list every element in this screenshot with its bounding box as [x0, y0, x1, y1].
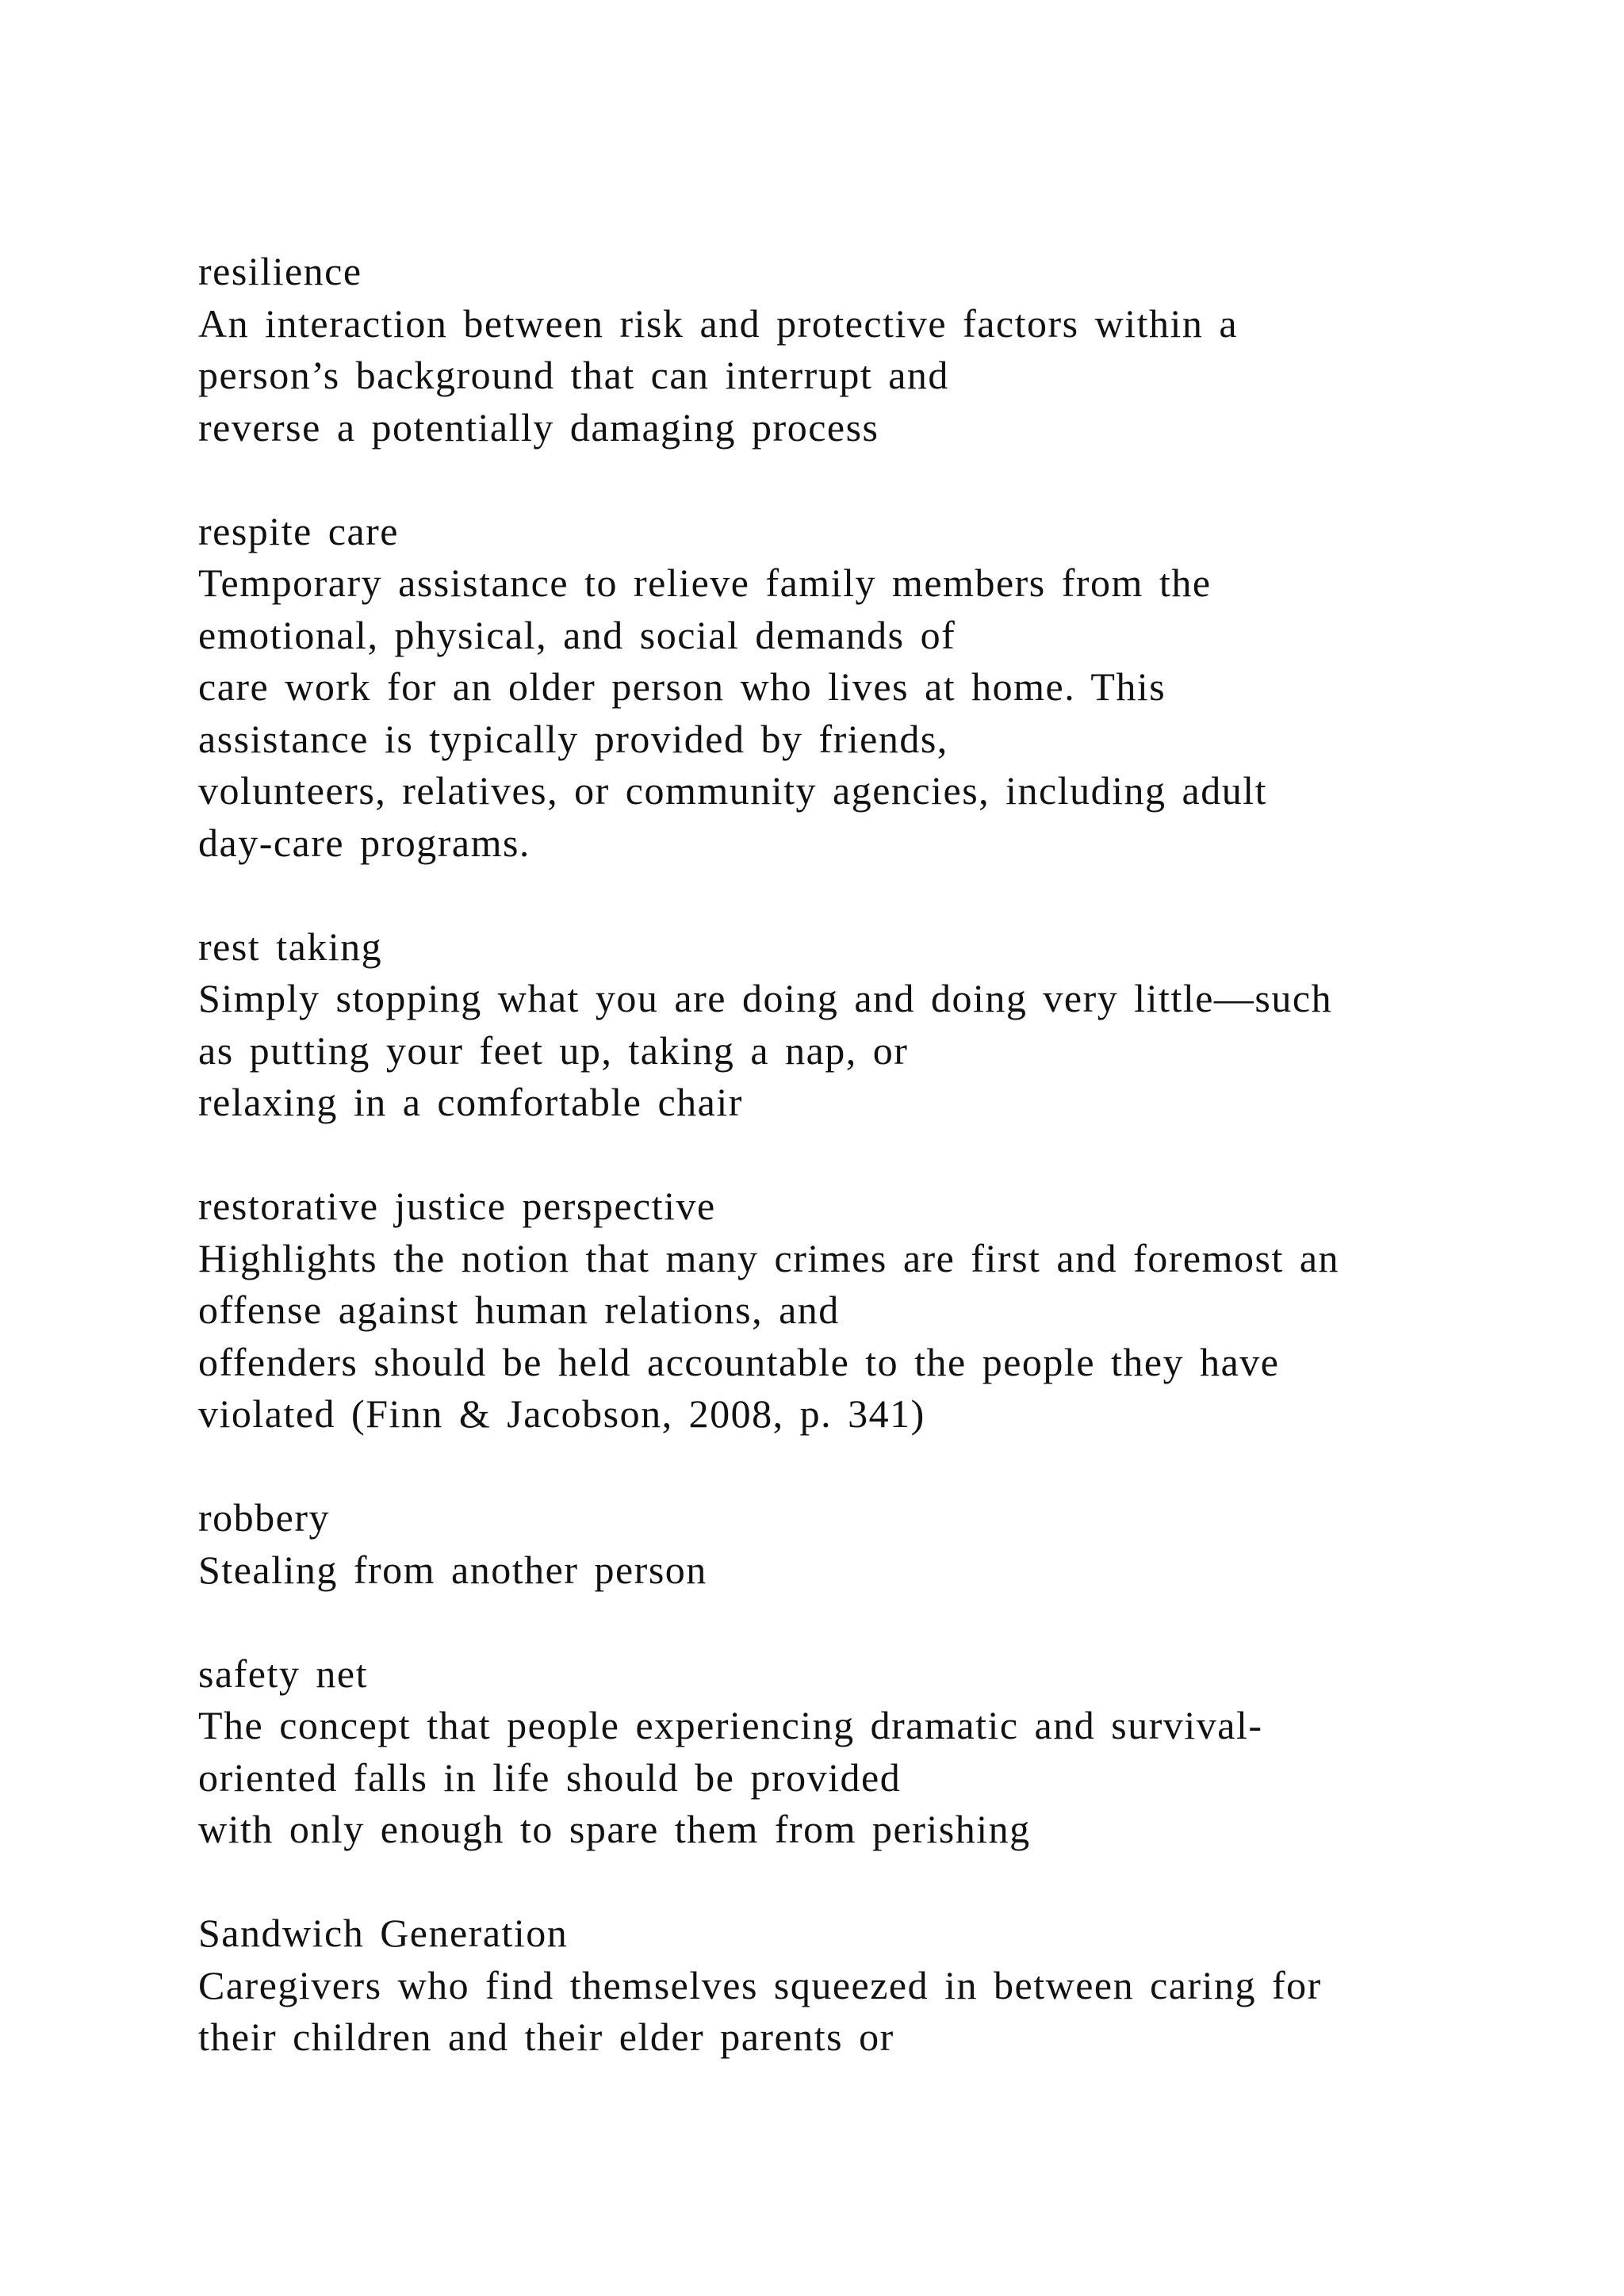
definition-line: offense against human relations, and [198, 1288, 840, 1332]
glossary-term: Sandwich Generation [198, 1911, 569, 1955]
glossary-entry-sandwich-generation [198, 1908, 1499, 2064]
definition-line: as putting your feet up, taking a nap, or [198, 1027, 909, 1073]
definition-line: person’s background that can interrupt and [198, 353, 949, 397]
definition-line: relaxing in a comfortable chair [198, 1080, 743, 1124]
definition-line: An interaction between risk and protective factors within a [198, 300, 1239, 346]
glossary-entry-respite-care [198, 506, 1499, 870]
glossary-term: respite care [198, 508, 400, 553]
glossary-term: robbery [198, 1495, 330, 1540]
definition-line: reverse a potentially damaging process [198, 404, 879, 450]
definition-line: violated (Finn & Jacobson, 2008, p. 341) [198, 1391, 925, 1436]
glossary-term: restorative justice perspective [198, 1184, 716, 1228]
definition-line: day-care programs. [198, 820, 530, 865]
definition-line: Simply stopping what you are doing and doing very little—such [198, 976, 1333, 1020]
definition-line: Stealing from another person [198, 1547, 707, 1592]
glossary-content [198, 246, 1499, 2115]
definition-line: Caregivers who find themselves squeezed in between caring for [198, 1962, 1322, 2007]
glossary-term: resilience [198, 249, 362, 293]
definition-line: The concept that people experiencing dramatic and survival- [198, 1703, 1263, 1747]
glossary-entry-safety-net [198, 1648, 1499, 1856]
definition-line: oriented falls in life should be provided [198, 1755, 902, 1800]
definition-line: emotional, physical, and social demands of [198, 612, 956, 657]
glossary-entry-rest-taking [198, 921, 1499, 1129]
glossary-entry-resilience [198, 246, 1499, 453]
definition-line: Temporary assistance to relieve family members from the [198, 561, 1212, 605]
definition-line: Highlights the notion that many crimes are first and foremost an [198, 1235, 1340, 1280]
definition-line: assistance is typically provided by friends, [198, 716, 948, 761]
definition-line: care work for an older person who lives at home. This [198, 664, 1166, 709]
glossary-entry-restorative-justice [198, 1181, 1499, 1441]
definition-line: their children and their elder parents or [198, 2015, 894, 2059]
glossary-term: rest taking [198, 924, 383, 969]
glossary-entry-robbery [198, 1492, 1499, 1596]
definition-line: offenders should be held accountable to the people they have [198, 1339, 1280, 1384]
definition-line: volunteers, relatives, or community agencies, including adult [198, 768, 1268, 813]
definition-line: with only enough to spare them from perishing [198, 1807, 1031, 1851]
glossary-term: safety net [198, 1651, 368, 1696]
